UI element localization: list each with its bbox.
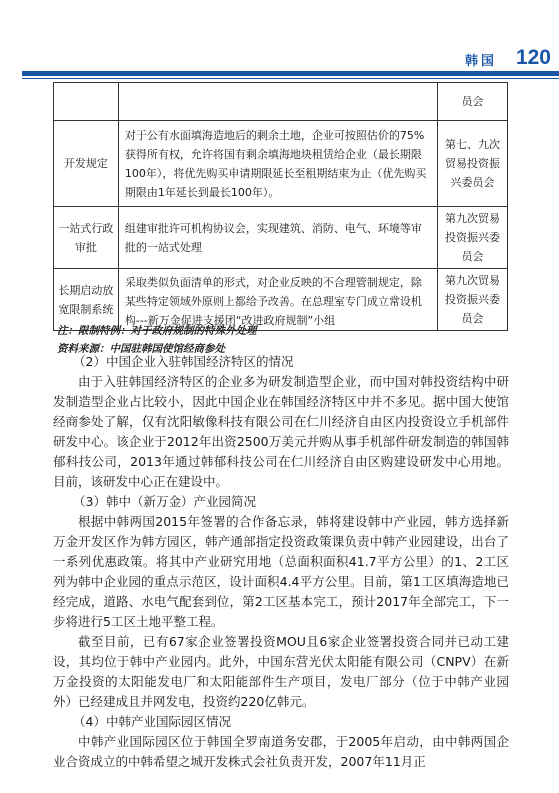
header-rule-thin: [22, 78, 559, 79]
table-cell-agency: 第九次贸易投资振兴委员会: [437, 269, 507, 331]
paragraph: 中韩产业国际园区位于韩国全罗南道务安郡，于2005年启动，由中韩两国企业合资成立的中韩希望之城开发株式会社负责开发，2007年11月正: [53, 734, 509, 769]
table-cell-agency: 第七、九次贸易投资振兴委员会: [437, 121, 507, 207]
table-row: [54, 83, 508, 121]
section-heading: （2）中国企业入驻韩国经济特区的情况: [73, 354, 294, 369]
section-heading: （3）韩中（新万金）产业园简况: [73, 494, 256, 509]
table-row: [54, 121, 508, 207]
table-cell-agency: 第九次贸易投资振兴委员会: [437, 207, 507, 269]
header-rule: [22, 71, 559, 76]
article-body: [53, 352, 509, 772]
table-cell-content-text: 采取类似负面清单的形式，对企业反映的不合理管制规定，除某些特定领域外原则上都给予改善。在总理室专门成立常设机构---新万金促进支援团“改进政府规制”小组: [124, 275, 422, 327]
table-cell-agency: 员会: [437, 83, 507, 121]
table-cell-item: 一站式行政审批: [54, 207, 119, 269]
table-cell-item: 长期启动放宽限制系统: [54, 269, 119, 331]
table-cell-content: 组建审批许可机构协议会，实现建筑、消防、电气、环境等审批的一站式处理: [118, 207, 437, 269]
table-source: 资料来源：中国驻韩国使馆经商参处: [57, 343, 225, 355]
page-header: [0, 0, 559, 82]
table-cell-item: 开发规定: [54, 121, 119, 207]
policy-table: [53, 82, 508, 331]
table-row: [54, 207, 508, 269]
paragraph: 截至目前，已有67家企业签署投资MOU且6家企业签署投资合同并已动工建设，其均位于韩中产业园内。此外，中国东营光伏太阳能有限公司（CNPV）在新万金投资的太阳能发电厂和太阳能部件生产项目，发电厂部分（位于中韩产业园外）已经建成且并网发电，投资约220亿韩元。: [53, 634, 509, 709]
table-cell-content: [118, 83, 437, 121]
header-country: 韩国: [464, 54, 497, 69]
paragraph: 由于入驻韩国经济特区的企业多为研发制造型企业，而中国对韩投资结构中研发制造型企业占比较小，因此中国企业在韩国经济特区中并不多见。据中国大使馆经商参处了解，仅有沈阳敏像科技有限公司在仁川经济自由区内投资设立手机部件研发中心。该企业于2012年出资2500万美元并购从事手机部件研发制造的韩国韩郁科技公司，2013年通过韩郁科技公司在仁川经济自由区购建设研发中心用地。目前，该研发中心正在建设中。: [53, 374, 509, 489]
paragraph: 根据中韩两国2015年签署的合作备忘录，韩将建设韩中产业园，韩方选择新万金开发区作为韩方园区，韩产通部指定投资政策课负责中韩产业园建设，出台了一系列优惠政策。将其中产业研究用地（总面积面积41.7平方公里）的1、2工区列为韩中企业园的重点示范区，设计面积4.4平方公里。目前，第1工区填海造地已经完成，道路、水电气配套到位，第2工区基本完工，预计2017年全部完工，下一步将进行5工区土地平整工程。: [53, 514, 509, 629]
table-note: 注：限制特例：对于政府规制的特殊外处理: [57, 325, 257, 337]
page-number: 120: [515, 46, 551, 69]
table-cell-content: 对于公有水面填海造地后的剩余土地，企业可按照估价的75%获得所有权，允许将国有剩余填海地块租赁给企业（最长期限100年），将优先购买申请期限延长至租期结束为止（优先购买期限由1年延长到最长100年）。: [118, 121, 437, 207]
section-heading: （4）中韩产业国际园区情况: [73, 714, 231, 729]
table-cell-item: [54, 83, 119, 121]
